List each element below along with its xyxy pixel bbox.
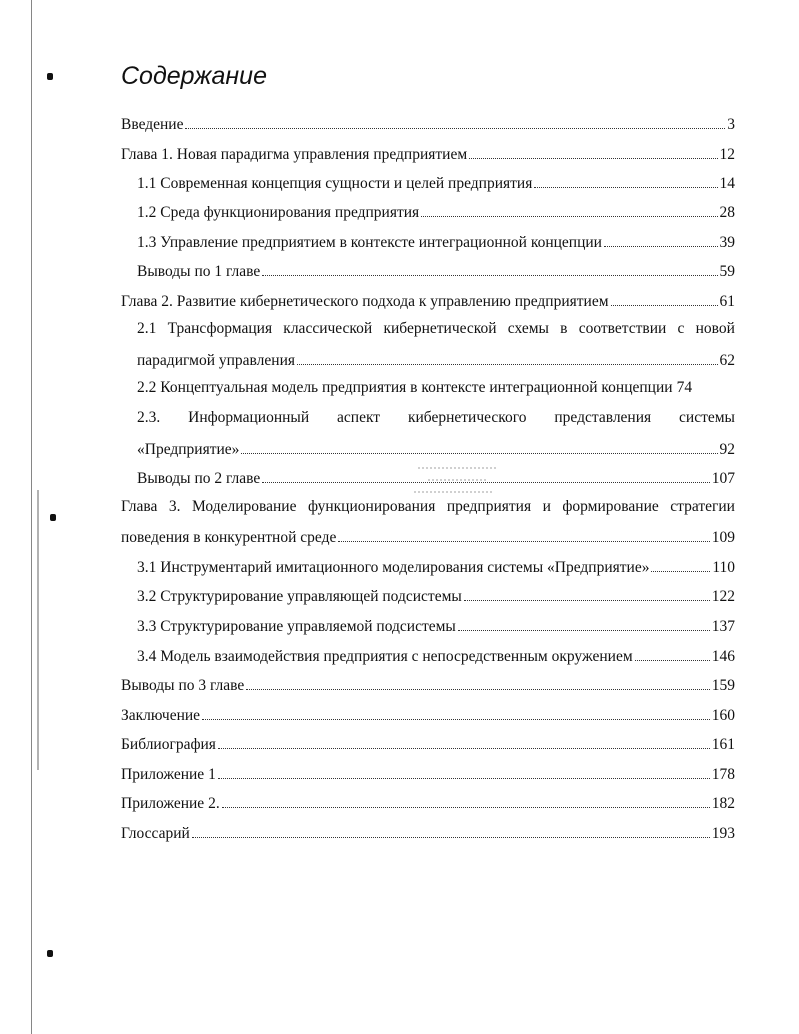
word: аспект [337,409,381,426]
stamp-graphic [408,462,503,500]
word: кибернетической [383,320,497,337]
toc-entry-title: Глава 2. Развитие кибернетического подхода к управлению предприятием [121,293,609,310]
toc-entry[interactable] [121,821,735,843]
toc-entry[interactable] [137,584,735,606]
toc-entry-page: 39 [719,234,735,251]
word: 2.1 [137,320,157,337]
dot-leader [338,525,709,542]
toc-entry-page: 28 [719,204,735,221]
word: кибернетического [407,409,527,426]
word: представления [554,409,652,426]
toc-entry[interactable] [121,289,735,311]
toc-entry[interactable] [121,673,735,695]
word: формирование [562,498,659,515]
toc-entry[interactable] [121,791,735,813]
toc-entry[interactable] [137,437,735,459]
toc-entry-page: 193 [711,825,735,842]
toc-entry-title: 3.1 Инструментарий имитационного моделирования системы «Предприятие» [137,559,650,576]
toc-entry-page: 14 [719,175,735,192]
toc-entry-title: Глоссарий [121,825,190,842]
toc-entry[interactable] [137,348,735,370]
toc-entry-title: 3.3 Структурирование управляемой подсистемы [137,618,456,635]
toc-entry-title: Введение [121,116,184,133]
toc-entry[interactable] [121,142,735,164]
dot-leader [534,171,717,188]
toc-entry-page: 109 [711,529,735,546]
dot-leader [202,703,710,720]
toc-entry-title: Глава 1. Новая парадигма управления предприятием [121,146,468,163]
toc-entry-title: поведения в конкурентной среде [121,529,337,546]
word: классической [283,320,373,337]
toc-entry-title: 3.2 Структурирование управляющей подсистемы [137,588,462,605]
dot-leader [192,821,710,838]
word: 2.3. [137,409,161,426]
toc-entry[interactable] [137,644,735,666]
toc-entry[interactable] [137,171,735,193]
toc-entry-page: 61 [719,293,735,310]
word: в [560,320,568,337]
toc-entry-page: 137 [711,618,735,635]
dot-leader [604,230,718,247]
word: с [677,320,685,337]
toc-entry-page: 161 [711,736,735,753]
toc-entry[interactable] [137,259,735,281]
toc-entry-page: 92 [719,441,735,458]
toc-entry-title [137,407,735,429]
toc-entry[interactable] [121,112,735,134]
toc-entry-title: Библиография [121,736,216,753]
toc-entry-title: Приложение 2. [121,795,220,812]
toc-entry-page: 62 [719,352,735,369]
dot-leader [421,200,717,217]
dot-leader [611,289,718,306]
toc-entry-title: Заключение [121,707,201,724]
toc-entry-title: Выводы по 2 главе [137,470,261,487]
toc-entry[interactable] [121,703,735,725]
word: и [542,498,551,515]
dot-leader [218,762,710,779]
toc-entry-title: Выводы по 1 главе [137,263,261,280]
dot-leader [222,791,710,808]
toc-entry[interactable] [137,555,735,577]
word: системы [679,409,735,426]
toc-entry-title [137,318,735,340]
toc-entry[interactable] [121,762,735,784]
word: Информационный [188,409,310,426]
word: функционирования [307,498,436,515]
toc-entry-page: 178 [711,766,735,783]
toc-entry-title: 1.2 Среда функционирования предприятия [137,204,420,221]
toc-entry-title: 1.3 Управление предприятием в контексте интеграционной концепции [137,234,602,251]
toc-entry-line[interactable] [137,318,735,340]
dot-leader [635,644,710,661]
toc-entry[interactable] [137,377,735,399]
dot-leader [218,732,710,749]
toc-entry-title: 3.4 Модель взаимодействия предприятия с непосредственным окружением [137,648,633,665]
dot-leader [651,555,710,572]
word: схемы [507,320,549,337]
dot-leader [469,142,717,159]
dot-leader [246,673,709,690]
word: предприятия [446,498,532,515]
word: Глава [121,498,158,515]
stamp-mark [408,462,503,500]
toc-entry-title: Выводы по 3 главе [121,677,245,694]
toc-entry[interactable] [137,230,735,252]
dot-leader [297,348,718,365]
toc-entry-page: 12 [719,146,735,163]
page-title: Содержание [121,62,267,90]
dot-leader [185,112,725,129]
toc-entry-page: 160 [711,707,735,724]
toc-entry-page: 59 [719,263,735,280]
dot-leader [458,614,710,631]
toc-entry[interactable] [137,200,735,222]
toc-entry-title: 1.1 Современная концепция сущности и целей предприятия [137,175,533,192]
dot-leader [464,584,710,601]
word: соответствии [578,320,667,337]
toc-entry-page: 110 [712,559,735,576]
word: новой [695,320,735,337]
toc-entry-page: 3 [727,116,735,133]
toc-entry[interactable] [121,525,735,547]
toc-entry-page: 107 [711,470,735,487]
toc-entry[interactable] [137,614,735,636]
word: Моделирование [192,498,297,515]
toc-entry-line[interactable] [137,407,735,429]
toc-entry-title: «Предприятие» [137,441,240,458]
toc-entry-page: 182 [711,795,735,812]
toc-entry[interactable] [121,732,735,754]
toc-entry-title: Приложение 1 [121,766,216,783]
toc-entry-page: 146 [711,648,735,665]
dot-leader [241,437,717,454]
dot-leader [262,259,717,276]
toc-entry-page: 122 [711,588,735,605]
word: Трансформация [167,320,273,337]
toc-entry-title: 2.2 Концептуальная модель предприятия в контексте интеграционной концепции [137,379,673,396]
toc-entry-page: 159 [711,677,735,694]
word: стратегии [670,498,735,515]
word: 3. [168,498,181,515]
toc-entry-title: парадигмой управления [137,352,295,369]
toc-entry-page: 74 [676,379,693,396]
